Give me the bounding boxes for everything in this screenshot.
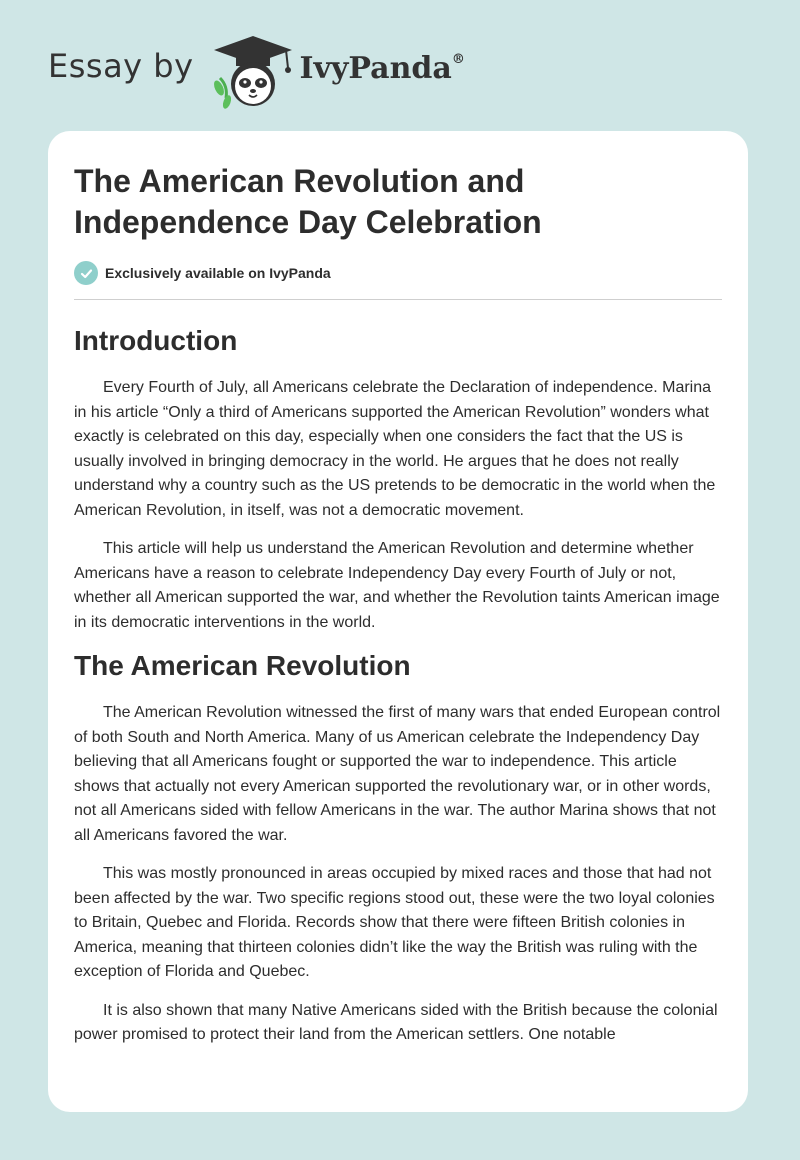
title-divider <box>74 299 722 300</box>
essay-by-label: Essay by <box>48 47 194 85</box>
section-heading-american-revolution: The American Revolution <box>74 650 411 681</box>
registered-mark: ® <box>451 51 465 67</box>
exclusive-badge <box>74 261 722 285</box>
section-heading-introduction: Introduction <box>74 325 238 356</box>
page-title: The American Revolution and Independence Day Celebration <box>74 163 542 240</box>
check-icon <box>74 261 98 285</box>
panda-graduate-icon[interactable] <box>208 28 298 110</box>
paragraph: It is also shown that many Native Americans sided with the British because the colonial power promised to protect their land from the American settlers. One notable <box>74 1001 718 1043</box>
paragraph: This was mostly pronounced in areas occupied by mixed races and those that had not been affected by the war. Two specific regions stood out, these were the two loyal colonies to Britain, Quebec and Florida. Records show that there were fifteen British colonies in America, meaning that thirteen colonies didn’t like the way the British was ruling with the exception of Florida and Quebec. <box>74 865 715 980</box>
exclusive-label: Exclusively available on IvyPanda <box>105 265 331 281</box>
paragraph: Every Fourth of July, all Americans celebrate the Declaration of independence. Marina in his article “Only a third of Americans supported the American Revolution” wonders what exactly is celebrated on this day, especially when one considers the fact that the US is usually involved in bringing democracy in the world. He argues that he does not really understand why a country such as the US pretends to be democratic in the world when the American Revolution, in itself, was not a democratic movement. <box>74 379 716 519</box>
essay-card <box>48 131 748 1112</box>
paragraph: This article will help us understand the American Revolution and determine whether Americans have a reason to celebrate Independency Day every Fourth of July or not, whether all American supported the war, and whether the Revolution taints American image in its democratic interventions in the world. <box>74 540 720 631</box>
paragraph: The American Revolution witnessed the first of many wars that ended European control of both South and North America. Many of us American celebrate the Independency Day believing that all Americans fought or supported the war to independence. This article shows that actually not every American supported the revolutionary war, or in other words, not all Americans sided with fellow Americans in the war. The author Marina shows that not all Americans favored the war. <box>74 704 721 844</box>
site-header <box>48 28 465 110</box>
brand-name[interactable]: IvyPanda® <box>299 50 465 86</box>
